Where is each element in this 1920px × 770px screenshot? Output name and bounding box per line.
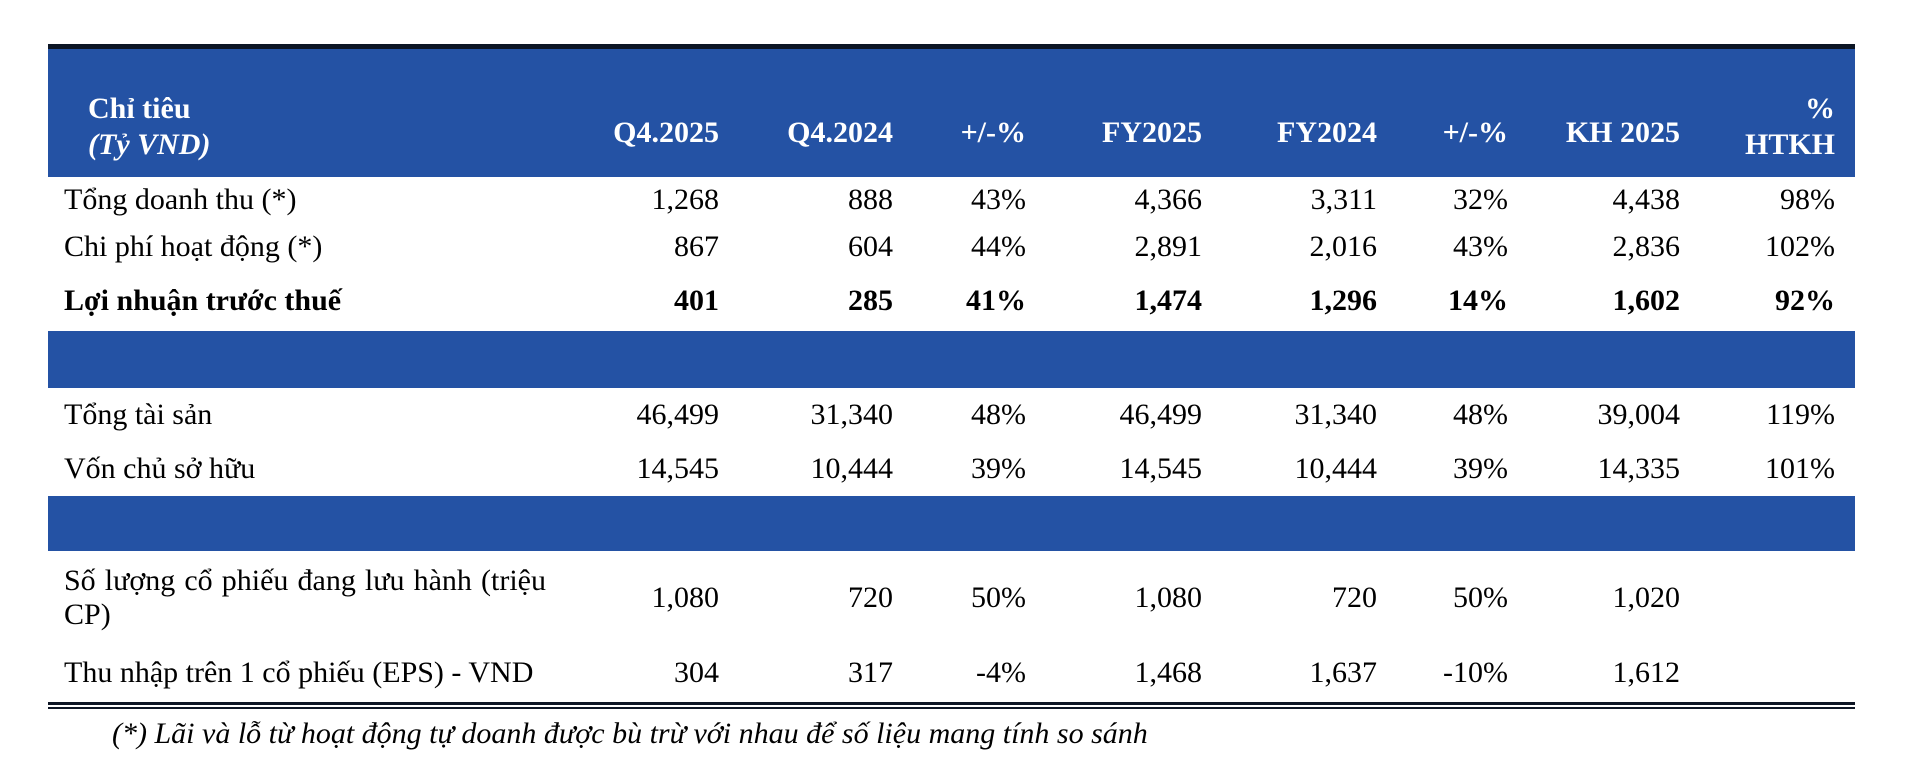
- footnote: (*) Lãi và lỗ từ hoạt động tự doanh được bù trừ với nhau để số liệu mang tính so sánh: [112, 716, 1148, 750]
- header-q4-2024: Q4.2024: [727, 47, 901, 177]
- header-kh-2025: KH 2025: [1516, 47, 1688, 177]
- header-change-fy: +/-%: [1385, 47, 1516, 177]
- header-q4-2025: Q4.2025: [560, 47, 727, 177]
- row-chi-phi-hoat-dong: Chi phí hoạt động (*) 867 604 44% 2,891 2,016 43% 2,836 102%: [64, 230, 1835, 263]
- header-pct-htkh: % HTKH: [1688, 47, 1855, 177]
- divider-band-2: [48, 496, 1855, 551]
- row-eps: Thu nhập trên 1 cổ phiếu (EPS) - VND 304 317 -4% 1,468 1,637 -10% 1,612: [64, 656, 1680, 689]
- header-fy2025: FY2025: [1034, 47, 1210, 177]
- header-chi-tieu: [48, 47, 560, 177]
- header-fy2024: FY2024: [1210, 47, 1385, 177]
- header-change-q: +/-%: [901, 47, 1034, 177]
- header-chi-tieu-line1: Chỉ tiêu: [88, 91, 191, 125]
- row-so-luong-co-phieu: Số lượng cổ phiếu đang lưu hành (triệu CP) 1,080 720 50% 1,080 720 50% 1,020: [64, 563, 1680, 631]
- row-tong-doanh-thu: Tổng doanh thu (*) 1,268 888 43% 4,366 3,311 32% 4,438 98%: [64, 183, 1835, 216]
- divider-band-1: [48, 331, 1855, 388]
- row-tong-tai-san: Tổng tài sản 46,499 31,340 48% 46,499 31,340 48% 39,004 119%: [64, 397, 1835, 431]
- row-von-chu-so-huu: Vốn chủ sở hữu 14,545 10,444 39% 14,545 10,444 39% 14,335 101%: [64, 451, 1835, 485]
- financial-results-table: [48, 44, 1855, 751]
- table-header-row: [48, 47, 1855, 177]
- results-table: [48, 44, 1855, 702]
- row-loi-nhuan-truoc-thue: Lợi nhuận trước thuế 401 285 41% 1,474 1,296 14% 1,602 92%: [64, 283, 1835, 317]
- table-bottom-rule: [48, 702, 1855, 709]
- header-ty-vnd-line2: (Tỷ VND): [88, 127, 211, 161]
